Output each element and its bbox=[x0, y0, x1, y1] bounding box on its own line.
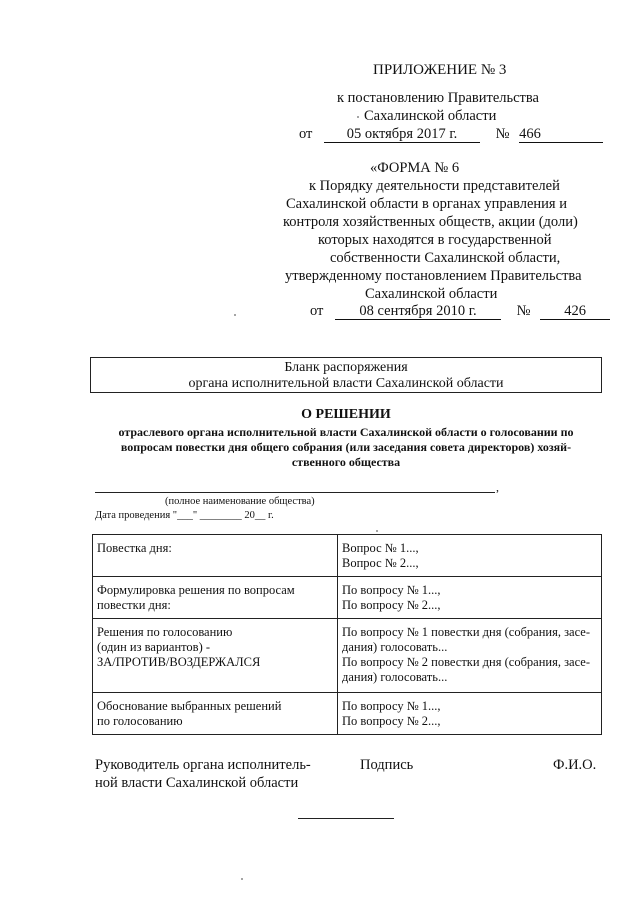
appendix-number: 466 bbox=[519, 127, 603, 143]
decision-subtitle-line-3: ственного общества bbox=[291, 455, 401, 469]
decision-wording-item-2: По вопросу № 2..., bbox=[342, 598, 441, 612]
appendix-number-label: № bbox=[495, 126, 510, 142]
company-name-comma: , bbox=[496, 480, 499, 494]
decision-wording-label-1: Формулировка решения по вопросам bbox=[97, 583, 295, 597]
form-line-1: к Порядку деятельности представителей bbox=[309, 178, 560, 194]
decision-subtitle bbox=[90, 425, 602, 470]
form-date: 08 сентября 2010 г. bbox=[335, 304, 501, 320]
voting-label-3: ЗА/ПРОТИВ/ВОЗДЕРЖАЛСЯ bbox=[97, 655, 261, 669]
bottom-rule bbox=[298, 818, 394, 819]
order-blank-line-1: Бланк распоряжения bbox=[284, 360, 408, 375]
agenda-item-1: Вопрос № 1..., bbox=[342, 541, 419, 555]
justification-item-1: По вопросу № 1..., bbox=[342, 699, 441, 713]
decision-subtitle-line-2: вопросам повестки дня общего собрания (или заседания совета директоров) хозяй- bbox=[120, 440, 572, 454]
decision-title: О РЕШЕНИИ bbox=[301, 407, 391, 422]
agenda-item-2: Вопрос № 2..., bbox=[342, 556, 419, 570]
table-row bbox=[93, 535, 602, 577]
decision-subtitle-line-1: отраслевого органа исполнительной власти Сахалинской области о голосовании по bbox=[118, 425, 574, 439]
full-name-label: Ф.И.О. bbox=[553, 757, 597, 773]
company-name-line[interactable] bbox=[95, 492, 495, 493]
form-line-3: контроля хозяйственных обществ, акции (доли) bbox=[283, 214, 578, 230]
form-number: 426 bbox=[540, 304, 610, 320]
table-row bbox=[93, 577, 602, 619]
form-title: «ФОРМА № 6 bbox=[370, 160, 460, 176]
form-line-2: Сахалинской области в органах управления и bbox=[286, 196, 567, 212]
table-row bbox=[93, 693, 602, 735]
decision-wording-item-1: По вопросу № 1..., bbox=[342, 583, 441, 597]
voting-item-line-3: По вопросу № 2 повестки дня (собрания, засе- bbox=[342, 655, 590, 669]
table-cell-value bbox=[338, 577, 602, 619]
table-row bbox=[93, 619, 602, 693]
justification-label-2: по голосованию bbox=[97, 714, 183, 728]
signatory-title-line-1: Руководитель органа исполнитель- bbox=[95, 757, 311, 773]
form-number-label: № bbox=[516, 303, 531, 319]
scan-speck bbox=[234, 314, 236, 316]
voting-item-line-4: дания) голосовать... bbox=[342, 670, 448, 684]
table-cell-value bbox=[338, 693, 602, 735]
table-cell-label bbox=[93, 693, 338, 735]
appendix-decree-line-2: Сахалинской области bbox=[364, 108, 497, 124]
company-name-caption: (полное наименование общества) bbox=[165, 496, 315, 507]
table-cell-value bbox=[338, 619, 602, 693]
form-line-6: утвержденному постановлением Правительства bbox=[285, 268, 582, 284]
voting-table bbox=[92, 534, 602, 735]
meeting-date-line: Дата проведения "___" ________ 20__ г. bbox=[95, 510, 274, 521]
table-cell-label bbox=[93, 619, 338, 693]
scan-speck bbox=[241, 878, 243, 880]
decision-wording-label-2: повестки дня: bbox=[97, 598, 171, 612]
form-line-4: которых находятся в государственной bbox=[318, 232, 552, 248]
appendix-date-row bbox=[299, 126, 603, 143]
table-cell-label bbox=[93, 577, 338, 619]
table-cell-value bbox=[338, 535, 602, 577]
form-date-row bbox=[310, 303, 610, 320]
form-line-5: собственности Сахалинской области, bbox=[330, 250, 561, 266]
voting-label-1: Решения по голосованию bbox=[97, 625, 233, 639]
table-cell-label bbox=[93, 535, 338, 577]
scan-speck bbox=[357, 116, 359, 118]
agenda-label: Повестка дня: bbox=[97, 541, 172, 555]
signatory-title-line-2: ной власти Сахалинской области bbox=[95, 775, 299, 791]
order-blank-line-2: органа исполнительной власти Сахалинской области bbox=[188, 376, 504, 391]
appendix-date: 05 октября 2017 г. bbox=[324, 127, 480, 143]
appendix-from-label: от bbox=[299, 126, 313, 142]
order-blank-box bbox=[90, 357, 602, 393]
form-line-7: Сахалинской области bbox=[365, 286, 498, 302]
appendix-decree-line-1: к постановлению Правительства bbox=[337, 90, 539, 106]
form-from-label: от bbox=[310, 303, 324, 319]
voting-label-2: (один из вариантов) - bbox=[97, 640, 211, 654]
voting-item-line-1: По вопросу № 1 повестки дня (собрания, засе- bbox=[342, 625, 590, 639]
justification-label-1: Обоснование выбранных решений bbox=[97, 699, 282, 713]
justification-item-2: По вопросу № 2..., bbox=[342, 714, 441, 728]
voting-item-line-2: дания) голосовать... bbox=[342, 640, 448, 654]
scan-speck bbox=[376, 530, 378, 532]
appendix-title: ПРИЛОЖЕНИЕ № 3 bbox=[373, 62, 507, 78]
signature-label: Подпись bbox=[360, 757, 414, 773]
